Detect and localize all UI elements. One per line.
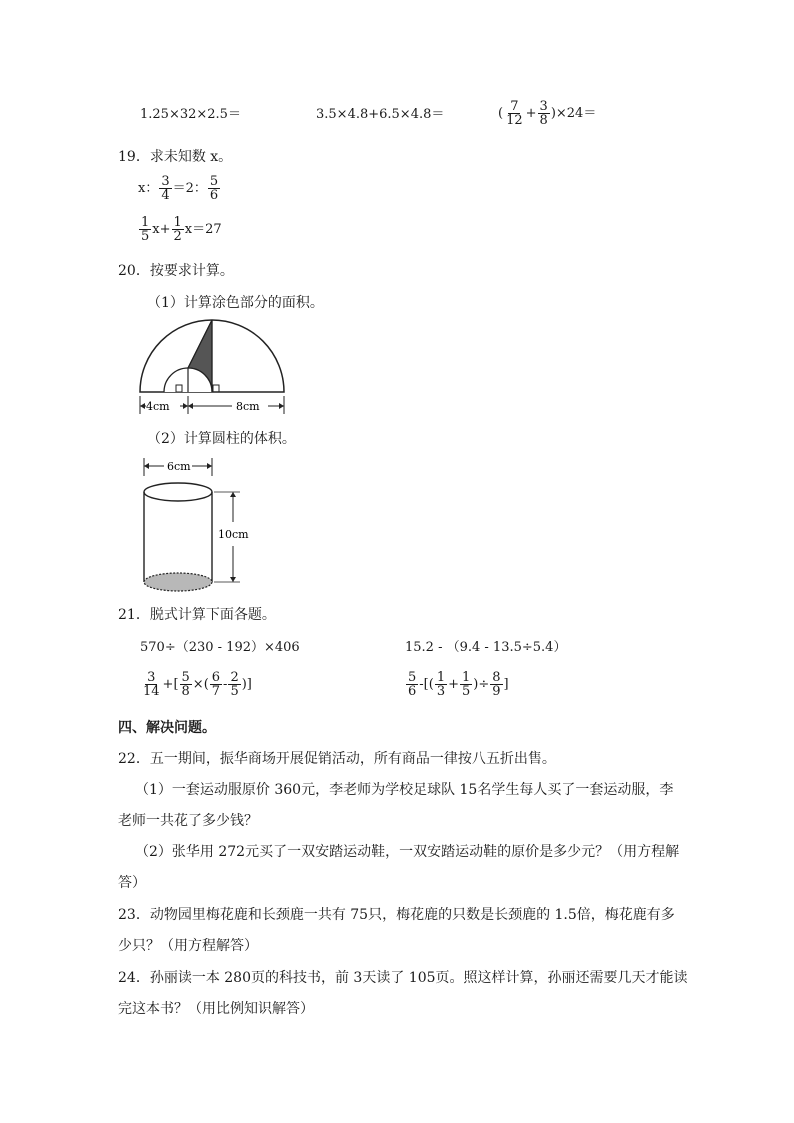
dimension-8cm: 8cm bbox=[236, 400, 260, 413]
question-24-line2: 完这本书？（用比例知识解答） bbox=[118, 1001, 314, 1017]
expression-3: ( $\frac{7}{12}$ + $\frac{3}{8}$ )×24＝ bbox=[498, 99, 597, 128]
section-4-title: 四、解决问题。 bbox=[118, 720, 216, 736]
diameter-label: 6cm bbox=[167, 460, 191, 473]
q22-part1-line1: （1）一套运动服原价 360元，李老师为学校足球队 15名学生每人买了一套运动服，李 bbox=[135, 782, 674, 798]
calc-2: 15.2 - （9.4 - 13.5÷5.4） bbox=[405, 640, 567, 655]
question-24-line1: 24．孙丽读一本 280页的科技书，前 3天读了 105页。照这样计算，孙丽还需要几天才能读 bbox=[118, 970, 688, 986]
question-20-title: 20．按要求计算。 bbox=[118, 263, 234, 279]
calc-3: $\frac{3}{14}$ +[ $\frac{5}{8}$ ×( $\frac{6}{7}$ - $\frac{2}{5}$ )] bbox=[143, 670, 252, 699]
dimension-4cm: 4cm bbox=[146, 400, 170, 413]
question-22-title: 22．五一期间，振华商场开展促销活动，所有商品一律按八五折出售。 bbox=[118, 751, 556, 767]
expression-2: 3.5×4.8+6.5×4.8＝ bbox=[316, 107, 445, 122]
cylinder-top bbox=[144, 483, 212, 501]
q22-part2-line1: （2）张华用 272元买了一双安踏运动鞋，一双安踏运动鞋的原价是多少元？（用方程解 bbox=[135, 844, 680, 860]
expression-1: 1.25×32×2.5＝ bbox=[140, 107, 241, 122]
calc-1: 570÷（230 - 192）×406 bbox=[140, 640, 300, 655]
question-19-title: 19．求未知数 x。 bbox=[118, 149, 233, 165]
cylinder-figure bbox=[136, 454, 260, 600]
calc-4: $\frac{5}{6}$ -[( $\frac{1}{3}$ + $\frac{1}{5}$ )÷ $\frac{8}{9}$ ] bbox=[408, 670, 509, 699]
right-angle-mark-2 bbox=[213, 385, 219, 392]
sub-question-1: （1）计算涂色部分的面积。 bbox=[147, 295, 324, 311]
question-23-line1: 23．动物园里梅花鹿和长颈鹿一共有 75只，梅花鹿的只数是长颈鹿的 1.5倍，梅花鹿有多 bbox=[118, 907, 675, 923]
cylinder-base bbox=[144, 573, 212, 591]
question-23-line2: 少只？（用方程解答） bbox=[118, 938, 258, 954]
height-label: 10cm bbox=[218, 528, 249, 541]
sub-question-2: （2）计算圆柱的体积。 bbox=[147, 431, 296, 447]
question-21-title: 21．脱式计算下面各题。 bbox=[118, 607, 276, 623]
equation-2: $\frac{1}{5}$ x+ $\frac{1}{2}$ x＝27 bbox=[141, 215, 222, 244]
equation-1: x： $\frac{3}{4}$ ＝2： $\frac{5}{6}$ bbox=[138, 174, 219, 203]
q22-part1-line2: 老师一共花了多少钱？ bbox=[118, 813, 258, 829]
semicircle-figure bbox=[136, 318, 290, 420]
q22-part2-line2: 答） bbox=[118, 875, 146, 891]
